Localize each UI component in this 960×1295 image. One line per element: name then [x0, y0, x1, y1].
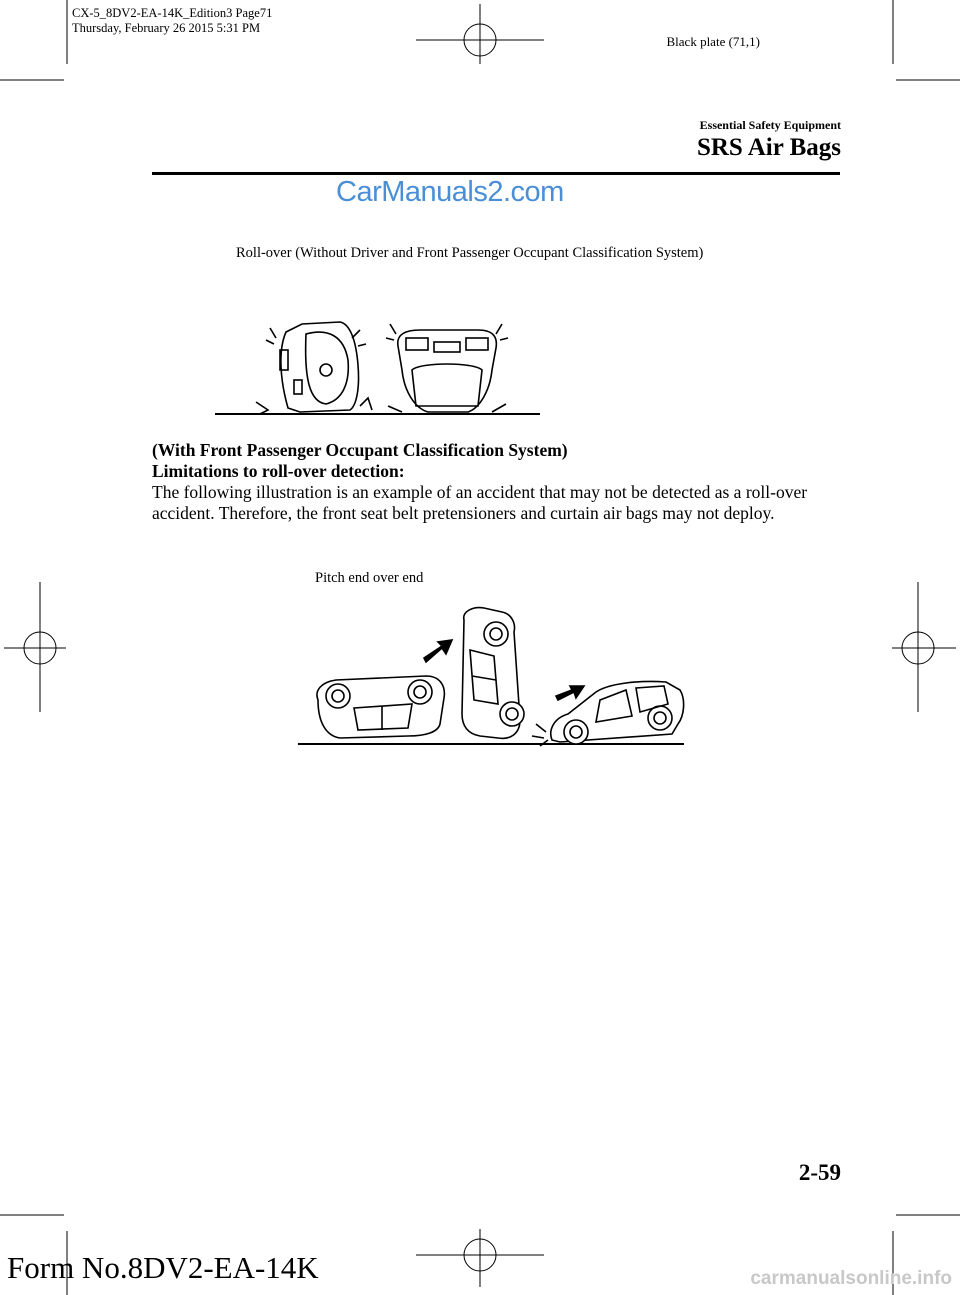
rollover-illustration [210, 310, 550, 420]
page-title: SRS Air Bags [696, 134, 841, 161]
section-label: Essential Safety Equipment [699, 118, 841, 132]
form-number: Form No.8DV2-EA-14K [7, 1250, 319, 1285]
print-meta-line2: Thursday, February 26 2015 5:31 PM [72, 21, 261, 35]
page-number: 2-59 [798, 1160, 841, 1185]
heading-with-occupant-system: (With Front Passenger Occupant Classification System) [152, 440, 568, 460]
pitch-caption: Pitch end over end [315, 570, 424, 586]
body-section [152, 440, 842, 524]
watermark-logo: CarManuals2.com [336, 176, 564, 208]
print-meta [72, 6, 272, 36]
black-plate-label: Black plate (71,1) [666, 34, 760, 49]
site-watermark: carmanualsonline.info [750, 1268, 952, 1289]
rollover-caption: Roll-over (Without Driver and Front Passenger Occupant Classification System) [236, 245, 704, 261]
pitch-illustration [296, 600, 691, 750]
heading-limitations: Limitations to roll-over detection: [152, 461, 405, 481]
title-rule [152, 172, 840, 175]
body-paragraph: The following illustration is an example of an accident that may not be detected as a roll-over accident. Therefore, the front seat belt pretensioners and curtain air bags may not deploy. [152, 482, 808, 523]
print-meta-line1: CX-5_8DV2-EA-14K_Edition3 Page71 [72, 6, 273, 20]
